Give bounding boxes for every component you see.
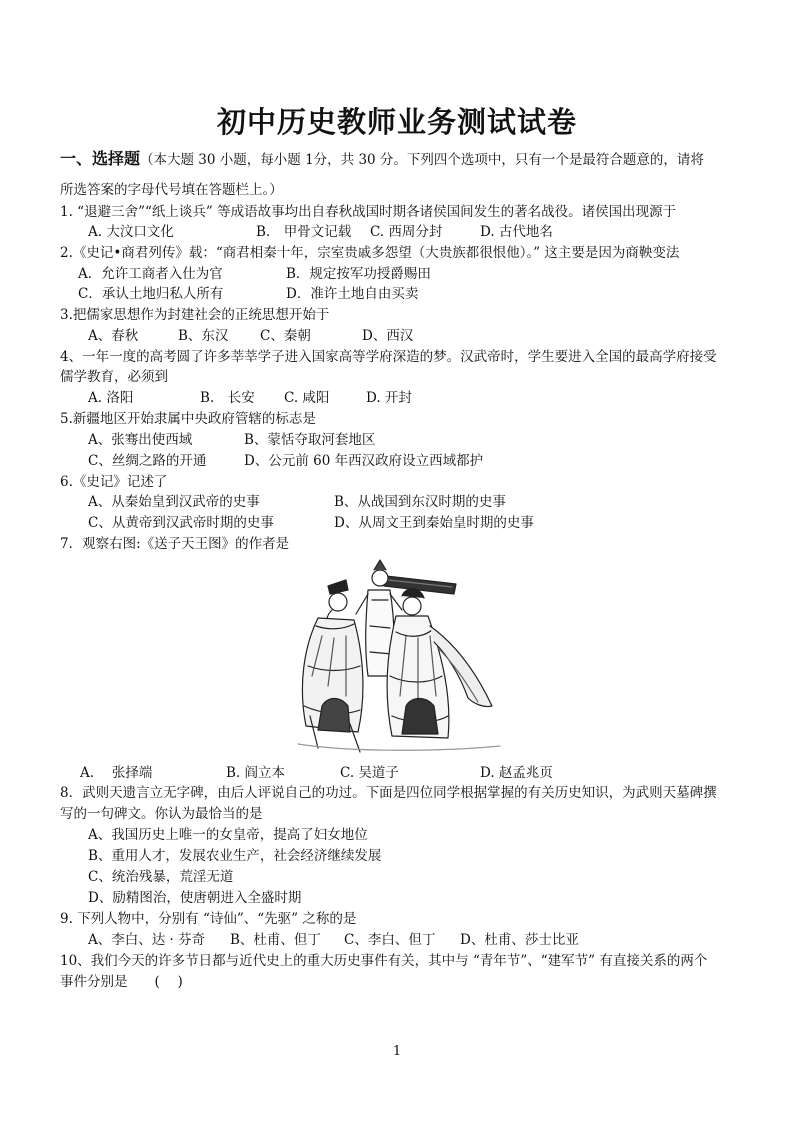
option: C、从黄帝到汉武帝时期的史事 bbox=[88, 515, 274, 531]
option: A. 张择端 bbox=[80, 765, 153, 781]
option: D．准许土地自由买卖 bbox=[286, 286, 419, 302]
option: B. 长安 bbox=[200, 390, 255, 406]
option: A、从秦始皇到汉武帝的史事 bbox=[88, 494, 260, 510]
option: D、西汉 bbox=[362, 328, 414, 344]
question-stem: 5.新疆地区开始隶属中央政府管辖的标志是 bbox=[60, 411, 316, 427]
question-stem: 8．武则天遗言立无字碑，由后人评说自己的功过。下面是四位同学根据掌握的有关历史知识，为武则天墓碑撰 bbox=[60, 785, 717, 801]
option: B．规定按军功授爵赐田 bbox=[286, 266, 431, 282]
question-stem-cont: 写的一句碑文。你认为最恰当的是 bbox=[60, 806, 263, 822]
section-note-cont: 所选答案的字母代号填在答题栏上。） bbox=[60, 182, 283, 198]
section-heading-line bbox=[60, 150, 704, 169]
option: C、丝绸之路的开通 bbox=[88, 453, 207, 469]
option: D、从周文王到秦始皇时期的史事 bbox=[334, 515, 534, 531]
option: C．承认土地归私人所有 bbox=[78, 286, 224, 302]
question-stem: 6.《史记》记述了 bbox=[60, 474, 168, 490]
question-stem-cont: 儒学教育，必须到 bbox=[60, 369, 168, 385]
question-stem: 7．观察右图:《送子天王图》的作者是 bbox=[60, 536, 290, 552]
option: D. 开封 bbox=[366, 390, 412, 406]
section-heading: 一、选择题 bbox=[60, 149, 141, 168]
option: D. 古代地名 bbox=[480, 224, 553, 240]
option: B、重用人才，发展农业生产，社会经济继续发展 bbox=[88, 848, 382, 864]
option: A．允许工商者入仕为官 bbox=[78, 266, 223, 282]
option: C. 吴道子 bbox=[340, 765, 399, 781]
section-note: （本大题 30 小题，每小题 1分，共 30 分。下列四个选项中，只有一个是最符合题意的，请将 bbox=[140, 152, 704, 168]
option: C、李白、但丁 bbox=[344, 932, 436, 948]
page-title: 初中历史教师业务测试试卷 bbox=[216, 105, 577, 139]
option: A、张骞出使西域 bbox=[88, 432, 193, 448]
option: B、蒙恬夺取河套地区 bbox=[244, 432, 376, 448]
option: C. 西周分封 bbox=[370, 224, 443, 240]
option: D、杜甫、莎士比亚 bbox=[460, 932, 579, 948]
option: A、春秋 bbox=[88, 328, 139, 344]
question-stem-cont: 事件分别是 ( ) bbox=[60, 974, 183, 990]
option: B、杜甫、但丁 bbox=[230, 932, 321, 948]
option: C. 咸阳 bbox=[284, 390, 330, 406]
question-stem: 3.把儒家思想作为封建社会的正统思想开始于 bbox=[60, 307, 330, 323]
question-stem: 9. 下列人物中，分别有 “诗仙”、“先驱” 之称的是 bbox=[60, 911, 357, 927]
option: D. 赵孟兆页 bbox=[480, 765, 553, 781]
option: D、励精图治，使唐朝进入全盛时期 bbox=[88, 890, 302, 906]
option: D、公元前 60 年西汉政府设立西域都护 bbox=[244, 453, 484, 469]
question-stem: 4、一年一度的高考圆了许多莘莘学子进入国家高等学府深造的梦。汉武帝时，学生要进入全国的最高学府接受 bbox=[60, 349, 717, 365]
question-stem: 1. “退避三舍”“纸上谈兵” 等成语故事均出自春秋战国时期各诸侯国间发生的著名战役。诸侯国出现源于 bbox=[60, 204, 677, 220]
option: C、秦朝 bbox=[260, 328, 311, 344]
option: B、从战国到东汉时期的史事 bbox=[334, 494, 506, 510]
option: B. 阎立本 bbox=[226, 765, 286, 781]
painting-illustration-icon bbox=[288, 556, 506, 756]
option: C、统治残暴，荒淫无道 bbox=[88, 869, 234, 885]
page-number: 1 bbox=[392, 1044, 402, 1059]
option: B、东汉 bbox=[178, 328, 229, 344]
option: A. 大汶口文化 bbox=[88, 224, 174, 240]
option: B. 甲骨文记载 bbox=[256, 224, 352, 240]
option: A. 洛阳 bbox=[88, 390, 134, 406]
option: A、李白、达 · 芬奇 bbox=[88, 932, 206, 948]
option: A、我国历史上唯一的女皇帝，提高了妇女地位 bbox=[88, 827, 368, 843]
question-stem: 10、我们今天的许多节日都与近代史上的重大历史事件有关，其中与 “青年节”、“建军节” 有直接关系的两个 bbox=[60, 953, 708, 969]
question-stem: 2.《史记•商君列传》载：“商君相秦十年，宗室贵戚多怨望（大贵族都很恨他）。” 这主要是因为商鞅变法 bbox=[60, 245, 680, 261]
